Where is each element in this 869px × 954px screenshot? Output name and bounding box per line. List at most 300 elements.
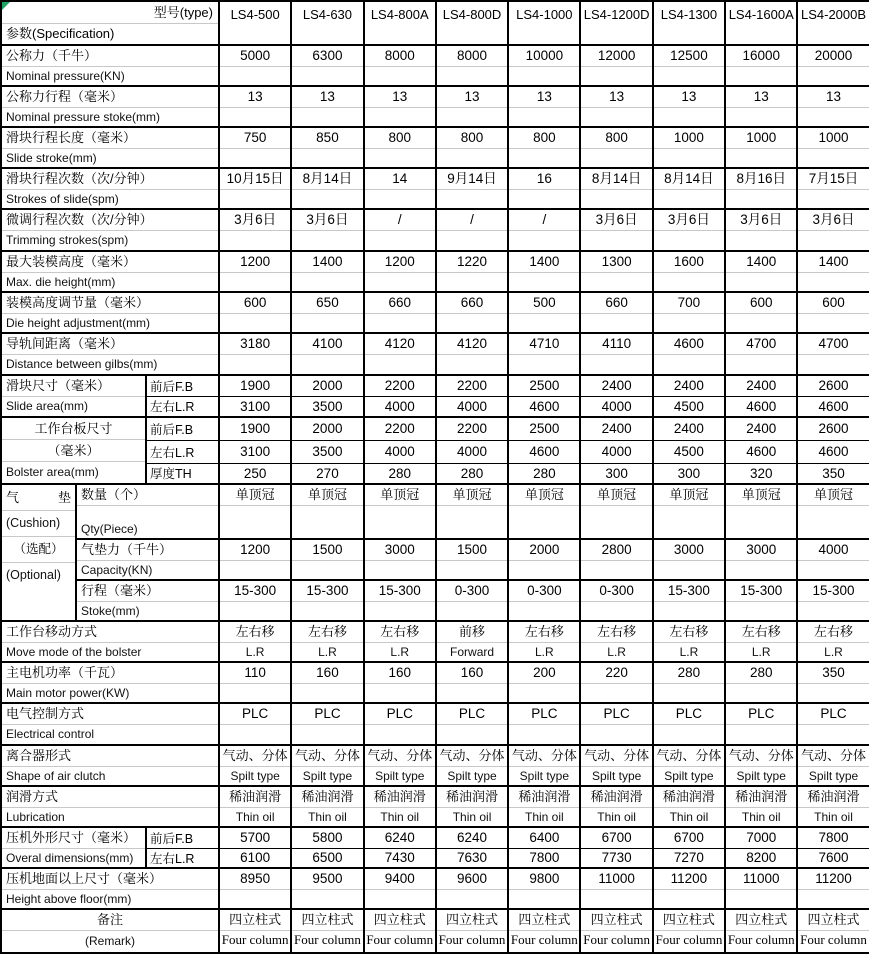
row-label (76, 539, 219, 580)
value-cell (508, 209, 580, 251)
model-header-cell (436, 1, 508, 45)
sub-label-fb: 前后F.B (146, 827, 219, 848)
value-en: Four column (438, 932, 506, 947)
model-header-cell (291, 1, 363, 45)
value: 13 (726, 87, 796, 108)
value: 2400 (746, 421, 777, 437)
value-cell (508, 375, 580, 396)
row-bolster-area-fb (1, 417, 869, 440)
zh-label: 导轨间距离（毫米） (2, 334, 218, 355)
value-zh: 前移 (437, 622, 507, 643)
value: 2500 (529, 378, 560, 394)
value-cell (725, 463, 797, 484)
value-cell (725, 127, 797, 168)
value-cell (797, 745, 869, 786)
model-header-cell (653, 1, 725, 45)
value-cell (725, 375, 797, 396)
model-name: LS4-2000B (800, 7, 867, 22)
value-en: Thin oil (741, 810, 781, 824)
value-cell (436, 417, 508, 440)
value: 1400 (726, 252, 796, 273)
value-en: Spilt type (591, 769, 642, 783)
value-cell (436, 909, 508, 953)
value-cell (508, 396, 580, 417)
model-name: LS4-1200D (583, 7, 650, 22)
value-cell (725, 45, 797, 86)
value-cell (291, 417, 363, 440)
value: 2000 (312, 378, 343, 394)
value: 11000 (581, 869, 651, 890)
value-cell (580, 463, 652, 484)
value-zh: 稀油润滑 (292, 787, 362, 808)
value-en: Spilt type (664, 769, 714, 783)
value-cell (580, 621, 652, 662)
value-en: Spilt type (302, 769, 353, 783)
value: 单顶冠 (365, 485, 435, 506)
value-cell (291, 168, 363, 209)
value-cell (364, 786, 436, 827)
value-cell (364, 333, 436, 375)
value-cell (291, 396, 363, 417)
value-en: Spilt type (736, 769, 786, 783)
value-cell (364, 662, 436, 703)
value-cell (797, 539, 869, 580)
en-label: Slide area(mm) (6, 399, 89, 413)
value: 13 (437, 87, 507, 108)
zh-label: 压机外形尺寸（毫米） (2, 828, 145, 849)
sub-label-lr: 左右L.R (146, 396, 219, 417)
value: 单顶冠 (726, 485, 796, 506)
value-cell (364, 45, 436, 86)
en-label: Slide stroke(mm) (6, 151, 97, 165)
value-cell (797, 786, 869, 827)
en-label: Electrical control (6, 727, 95, 741)
value-cell (219, 848, 291, 868)
value: 6700 (673, 830, 704, 846)
en-label: Stoke(mm) (81, 604, 140, 618)
value-zh: 气动、分体 (798, 746, 868, 767)
row-label (76, 484, 219, 539)
value: 单顶冠 (509, 485, 579, 506)
value-cell (508, 168, 580, 209)
row-nominal-pressure-stroke (1, 86, 869, 127)
value-cell (580, 417, 652, 440)
value: 16 (509, 169, 579, 190)
value: 800 (365, 128, 435, 149)
value: 15-300 (220, 581, 290, 602)
row-die-height-adjustment (1, 292, 869, 333)
value-cell (725, 333, 797, 375)
value: 500 (509, 293, 579, 314)
value-cell (653, 909, 725, 953)
value-cell (436, 745, 508, 786)
value-cell (797, 909, 869, 953)
value-cell (219, 417, 291, 440)
zh-label: 工作台板尺寸 (2, 418, 145, 440)
value-cell (291, 703, 363, 745)
value-cell (508, 45, 580, 86)
value-cell (219, 396, 291, 417)
value: 350 (822, 465, 845, 481)
sub-label-lr: 左右L.R (146, 848, 219, 868)
value: 320 (749, 465, 773, 481)
value-cell (291, 440, 363, 463)
en-label: Capacity(KN) (81, 563, 153, 577)
header-row (1, 1, 869, 45)
value-cell (580, 375, 652, 396)
value: 700 (654, 293, 724, 314)
value-cell (580, 745, 652, 786)
value: 850 (292, 128, 362, 149)
value: 单顶冠 (292, 485, 362, 506)
value: / (509, 210, 579, 231)
value-cell (508, 484, 580, 539)
value-zh: 稀油润滑 (581, 787, 651, 808)
value: / (437, 210, 507, 231)
row-label (1, 127, 219, 168)
value-cell (653, 484, 725, 539)
value-cell (364, 868, 436, 909)
value: 10000 (509, 46, 579, 67)
value: 280 (726, 663, 796, 684)
row-lubrication (1, 786, 869, 827)
value-cell (364, 127, 436, 168)
value-cell (219, 662, 291, 703)
row-nominal-pressure (1, 45, 869, 86)
value-cell (436, 848, 508, 868)
value-cell (436, 868, 508, 909)
row-overall-dims-fb (1, 827, 869, 848)
value-cell (725, 209, 797, 251)
value: 单顶冠 (798, 485, 868, 506)
value: 7270 (673, 850, 704, 866)
zh-label: 离合器形式 (2, 746, 218, 767)
value-cell (508, 827, 580, 848)
value: 9800 (509, 869, 579, 890)
value-zh: 左右移 (365, 622, 435, 643)
value: 4110 (581, 334, 651, 355)
value-cell (219, 375, 291, 396)
value-cell (364, 86, 436, 127)
value-zh: 稀油润滑 (437, 787, 507, 808)
value-cell (653, 848, 725, 868)
value-cell (725, 703, 797, 745)
value-cell (219, 127, 291, 168)
value-cell (291, 127, 363, 168)
value-zh: 左右移 (220, 622, 290, 643)
value-en: Spilt type (230, 769, 280, 783)
value-cell (291, 909, 363, 953)
zh-label: 数量（个） (77, 485, 218, 506)
zh-label: 行程（毫米） (77, 581, 218, 602)
value: 13 (292, 87, 362, 108)
value: 4600 (529, 444, 560, 460)
value-cell (364, 292, 436, 333)
value-cell (508, 440, 580, 463)
value: 1000 (654, 128, 724, 149)
value-zh: 四立柱式 (292, 910, 362, 931)
en-label: Nominal pressure(KN) (6, 69, 125, 83)
value-cell (508, 127, 580, 168)
value: 1400 (509, 252, 579, 273)
excel-corner-marker-icon (2, 2, 10, 10)
value-cell (653, 440, 725, 463)
row-label (1, 292, 219, 333)
value: 7600 (818, 850, 849, 866)
value-cell (725, 251, 797, 292)
value: 1900 (240, 421, 271, 437)
value-cell (508, 580, 580, 621)
value-cell (291, 786, 363, 827)
zh-label: 备注 (2, 910, 218, 931)
value-cell (436, 463, 508, 484)
zh-label: 工作台移动方式 (2, 622, 218, 643)
value: 1400 (292, 252, 362, 273)
value-cell (364, 745, 436, 786)
value: PLC (654, 704, 724, 725)
value-cell (797, 440, 869, 463)
value-cell (508, 333, 580, 375)
model-name: LS4-630 (302, 7, 353, 22)
row-label (1, 251, 219, 292)
value-en: Spilt type (808, 769, 859, 783)
value: 800 (437, 128, 507, 149)
value-en: Four column (221, 932, 289, 947)
value-zh: 四立柱式 (726, 910, 796, 931)
value-cell (653, 662, 725, 703)
value-cell (797, 703, 869, 745)
value-cell (725, 440, 797, 463)
value-cell (653, 127, 725, 168)
value: 2200 (457, 378, 488, 394)
value-en: L.R (390, 645, 410, 659)
zh-label: 电气控制方式 (2, 704, 218, 725)
value: 7月15日 (798, 169, 868, 190)
value: PLC (365, 704, 435, 725)
model-name: LS4-800D (442, 7, 502, 22)
value-cell (508, 292, 580, 333)
value-cell (580, 539, 652, 580)
value-zh: 气动、分体 (509, 746, 579, 767)
value-zh: 稀油润滑 (220, 787, 290, 808)
value-cell (653, 396, 725, 417)
value: 11200 (654, 869, 724, 890)
value-cell (725, 786, 797, 827)
value: 3100 (240, 398, 271, 414)
zh-label: 润滑方式 (2, 787, 218, 808)
en-label: Die height adjustment(mm) (6, 316, 151, 330)
value-cell (364, 209, 436, 251)
value-en: L.R (534, 645, 554, 659)
value-en: Thin oil (814, 810, 853, 824)
en-label: Trimming strokes(spm) (6, 233, 129, 247)
value-cell (653, 621, 725, 662)
value-cell (797, 827, 869, 848)
value: 15-300 (726, 581, 796, 602)
value-cell (580, 292, 652, 333)
value-cell (436, 827, 508, 848)
value-cell (219, 251, 291, 292)
value-cell (725, 292, 797, 333)
value-cell (653, 417, 725, 440)
value-cell (219, 292, 291, 333)
value: 1400 (798, 252, 868, 273)
value: 650 (292, 293, 362, 314)
value-zh: 稀油润滑 (509, 787, 579, 808)
value-en: Thin oil (452, 810, 492, 824)
value: 800 (509, 128, 579, 149)
row-height-above-floor (1, 868, 869, 909)
value-cell (797, 292, 869, 333)
value: 4120 (437, 334, 507, 355)
value-cell (291, 251, 363, 292)
value-cell (653, 539, 725, 580)
value-cell (580, 580, 652, 621)
value: 1200 (220, 540, 290, 561)
row-label (1, 417, 146, 484)
value-zh: 气动、分体 (437, 746, 507, 767)
value-cell (508, 86, 580, 127)
model-header-cell (219, 1, 291, 45)
value-cell (797, 396, 869, 417)
value: 1220 (437, 252, 507, 273)
value: 9600 (437, 869, 507, 890)
row-label (1, 745, 219, 786)
value-cell (653, 251, 725, 292)
value-cell (291, 827, 363, 848)
value-cell (219, 580, 291, 621)
value: 300 (605, 465, 628, 481)
zh-label: 公称力（千牛） (2, 46, 218, 67)
value-zh: 左右移 (654, 622, 724, 643)
value: 12000 (581, 46, 651, 67)
value: 1000 (726, 128, 796, 149)
value-cell (797, 45, 869, 86)
value: 3500 (312, 444, 343, 460)
value: 15-300 (654, 581, 724, 602)
row-label (1, 909, 219, 953)
value-en: Thin oil (669, 810, 709, 824)
value: 15-300 (292, 581, 362, 602)
value-cell (291, 333, 363, 375)
value-zh: 四立柱式 (437, 910, 507, 931)
value: 2600 (818, 421, 849, 437)
value-cell (580, 662, 652, 703)
value-cell (219, 168, 291, 209)
value: 15-300 (365, 581, 435, 602)
value: 8000 (365, 46, 435, 67)
cushion-label (1, 484, 76, 621)
zh-label: 气垫力（千牛） (77, 540, 218, 561)
value-cell (436, 484, 508, 539)
value: 4600 (654, 334, 724, 355)
value-cell (219, 827, 291, 848)
value: 5800 (312, 830, 343, 846)
value-zh: 四立柱式 (654, 910, 724, 931)
value: 2800 (581, 540, 651, 561)
value-cell (364, 621, 436, 662)
value: 4600 (529, 398, 560, 414)
row-label (1, 703, 219, 745)
value-cell (436, 621, 508, 662)
value-en: Spilt type (519, 769, 570, 783)
value: 6700 (601, 830, 632, 846)
value: 1600 (654, 252, 724, 273)
value-cell (364, 484, 436, 539)
value-cell (725, 909, 797, 953)
value: 单顶冠 (220, 485, 290, 506)
value-zh: 气动、分体 (220, 746, 290, 767)
spec-label: 参数(Specification) (6, 26, 115, 41)
value-cell (653, 209, 725, 251)
value: 13 (581, 87, 651, 108)
value-cell (653, 580, 725, 621)
value-zh: 四立柱式 (220, 910, 290, 931)
value-en: Thin oil (380, 810, 420, 824)
value: PLC (581, 704, 651, 725)
value: 280 (654, 663, 724, 684)
value: 3000 (726, 540, 796, 561)
value: 4000 (457, 444, 488, 460)
value: 2200 (457, 421, 488, 437)
row-motor-power (1, 662, 869, 703)
value-en: Four column (583, 932, 651, 947)
value: 4000 (384, 398, 415, 414)
value: 270 (316, 465, 339, 481)
value: 2400 (673, 378, 704, 394)
en-label: Overal dimensions(mm) (6, 851, 134, 865)
value-cell (364, 827, 436, 848)
value-en: Thin oil (597, 810, 636, 824)
row-guide-rail-distance (1, 333, 869, 375)
value-zh: 左右移 (581, 622, 651, 643)
value: 8月14日 (292, 169, 362, 190)
value-cell (508, 621, 580, 662)
value-cell (580, 440, 652, 463)
value: 160 (292, 663, 362, 684)
value: 2000 (509, 540, 579, 561)
value-cell (797, 463, 869, 484)
value-cell (219, 868, 291, 909)
value: 660 (437, 293, 507, 314)
value-zh: 四立柱式 (581, 910, 651, 931)
value-zh: 气动、分体 (581, 746, 651, 767)
row-cushion-qty (1, 484, 869, 539)
value-cell (436, 786, 508, 827)
value-en: Four column (655, 932, 723, 947)
value: 4500 (673, 444, 704, 460)
value: 1300 (581, 252, 651, 273)
value-cell (725, 621, 797, 662)
value-cell (364, 848, 436, 868)
value-cell (580, 909, 652, 953)
value: 4120 (365, 334, 435, 355)
value: 4000 (798, 540, 868, 561)
value-cell (508, 662, 580, 703)
value: 0-300 (509, 581, 579, 602)
value-en: L.R (824, 645, 843, 659)
value: 3180 (220, 334, 290, 355)
value: 1000 (798, 128, 868, 149)
value: 8月14日 (581, 169, 651, 190)
value: 1900 (240, 378, 271, 394)
value: 0-300 (437, 581, 507, 602)
value-cell (580, 848, 652, 868)
value: 4100 (292, 334, 362, 355)
value-cell (653, 827, 725, 848)
value-cell (725, 539, 797, 580)
model-name: LS4-500 (230, 7, 280, 22)
